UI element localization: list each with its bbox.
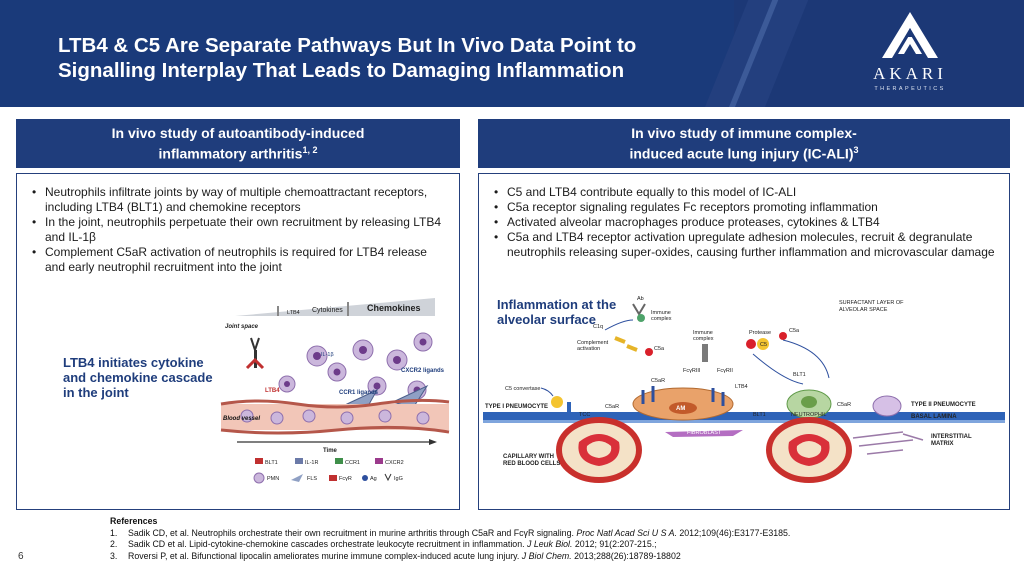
logo-wordmark: AKARI	[873, 64, 947, 83]
lung-caption: Inflammation at the alveolar surface	[497, 297, 617, 327]
stage-cytokines: Cytokines	[312, 307, 343, 314]
reference-journal: J Leuk Biol.	[526, 539, 573, 549]
c5a-label: C5a	[654, 346, 665, 352]
c5-convertase-label: C5 convertase	[505, 386, 541, 392]
reference-tail: 2013;288(26):18789-18802	[571, 550, 681, 561]
immune-complex-label: Immune	[651, 310, 671, 316]
right-heading-line2-wrap	[629, 142, 858, 163]
c5ar-right-label: C5aR	[837, 402, 852, 408]
svg-text:complex: complex	[651, 316, 672, 322]
basal-lamina-label: BASAL LAMINA	[911, 414, 957, 420]
am-label: AM	[676, 406, 686, 412]
capillary-left	[559, 420, 639, 480]
surfactant-label-line2: ALVEOLAR SPACE	[839, 307, 888, 313]
reference-tail: 2012; 91(2:207-215.;	[572, 539, 657, 549]
c5ar-left-label: C5aR	[605, 404, 620, 410]
right-bullet: • C5a and LTB4 receptor activation upregulate adhesion molecules, recruit & degranulate neutrophils releasing super-oxides, causing further inflammation and microvascular damage	[491, 230, 1001, 260]
right-heading-line1: In vivo study of immune complex-	[631, 124, 857, 141]
right-heading-line2: induced acute lung injury (IC-ALI)	[629, 145, 854, 162]
protease-label: Protease	[749, 330, 772, 336]
c5a-molecule	[645, 348, 653, 356]
ltb4-diagram-label: LTB4	[265, 388, 280, 394]
reference-journal: J Biol Chem.	[521, 550, 572, 561]
type1-pneumocyte-label: TYPE I PNEUMOCYTE	[485, 404, 549, 410]
immune-complex-center-label: Immune	[693, 330, 713, 336]
reference-item	[110, 551, 1010, 563]
reference-item	[110, 528, 1010, 540]
capillary-label-line1: CAPILLARY WITH	[503, 454, 554, 460]
left-heading-line2: inflammatory arthritis	[158, 145, 303, 162]
il1b-label: IL-1β	[321, 352, 334, 358]
left-bullet: • Complement C5aR activation of neutrophils is required for LTB4 release and early neutrophil recruitment into the joint	[29, 245, 449, 275]
capillary-right	[769, 420, 849, 480]
antigen-icon	[637, 314, 645, 322]
stage-ltb4: LTB4	[287, 310, 300, 316]
svg-text:activation: activation	[577, 346, 601, 352]
ccr1-ligands-label: CCR1 ligands	[339, 390, 379, 396]
blt1-top-label: BLT1	[793, 372, 806, 378]
fc-receptor-icon	[247, 338, 263, 368]
references-title: References	[110, 516, 158, 526]
ab-label: Ab	[637, 296, 644, 302]
slide-header	[0, 0, 1024, 107]
legend-il1r: IL-1R	[305, 460, 319, 466]
legend-fls: FLS	[307, 476, 318, 482]
reference-text: Sadik CD et al. Lipid-cytokine-chemokine cascades orchestrate leukocyte recruitment in inflammation.	[128, 539, 527, 549]
mountain-logo-icon	[882, 12, 938, 58]
type2-pneumocyte-label: TYPE II PNEUMOCYTE	[911, 402, 976, 408]
tcc-label: TCC	[579, 412, 591, 418]
reference-number: 3.	[110, 550, 118, 561]
reference-number: 2.	[110, 539, 118, 549]
left-heading-line2-wrap	[159, 142, 318, 163]
joint-space-label: Joint space	[225, 324, 259, 330]
slide-title-line1: LTB4 & C5 Are Separate Pathways But In Vivo Data Point to	[58, 34, 637, 57]
reference-item	[110, 539, 1010, 551]
arthritis-caption: LTB4 initiates cytokine and chemokine cascade in the joint	[63, 355, 213, 400]
left-bullet: • In the joint, neutrophils perpetuate their own recruitment by releasing LTB4 and IL-1β	[29, 215, 449, 245]
legend-ccr1: CCR1	[345, 460, 360, 466]
c5a-right-label: C5a	[789, 328, 800, 334]
blt1-label: BLT1	[753, 412, 766, 418]
interstitial-label-line1: INTERSTITIAL	[931, 434, 972, 440]
right-panel-heading	[478, 119, 1010, 168]
reference-text: Sadik CD, et al. Neutrophils orchestrate their own recruitment in murine arthritis through C5aR and FcγR signaling.	[128, 527, 577, 538]
reference-journal: Proc Natl Acad Sci U S A.	[576, 527, 677, 538]
right-content-box	[478, 173, 1010, 510]
diagram-legend	[254, 458, 404, 483]
references	[110, 516, 1010, 562]
c5ar-top-label: C5aR	[651, 378, 666, 384]
fcgrii-label: FcγRII	[717, 368, 733, 374]
fcgriii-label: FcγRIII	[683, 368, 701, 374]
right-bullet-list	[491, 185, 1001, 260]
neutrophil-label: NEUTROPHIL	[791, 412, 827, 418]
svg-text:complex: complex	[693, 336, 714, 342]
arthritis-cascade-diagram	[217, 294, 453, 506]
reference-tail: 2012;109(46):E3177-E3185.	[676, 527, 791, 538]
page-number: 6	[18, 551, 24, 562]
surfactant-label-line1: SURFACTANT LAYER OF	[839, 300, 904, 306]
right-bullet: • C5a receptor signaling regulates Fc receptors promoting inflammation	[491, 200, 1001, 215]
time-label: Time	[323, 448, 337, 454]
c1q-label: C1q	[593, 324, 604, 330]
left-heading-sup: 1, 2	[302, 144, 318, 155]
legend-blt1: BLT1	[265, 460, 278, 466]
slide-title	[58, 33, 738, 83]
interstitial-fibers	[853, 432, 923, 454]
stage-chemokines: Chemokines	[367, 303, 421, 313]
right-bullet: • Activated alveolar macrophages produce proteases, cytokines & LTB4	[491, 215, 1001, 230]
cxcr2-ligands-label: CXCR2 ligands	[401, 368, 445, 374]
legend-pmn: PMN	[267, 476, 280, 482]
capillary-label-line2: RED BLOOD CELLS	[503, 461, 561, 467]
left-heading-line1: In vivo study of autoantibody-induced	[111, 124, 365, 141]
interstitial-label-line2: MATRIX	[931, 441, 954, 447]
left-bullet-list	[29, 185, 449, 275]
c5-label: C5	[760, 342, 768, 348]
blood-vessel-label: Blood vessel	[223, 416, 261, 422]
right-heading-sup: 3	[853, 144, 859, 155]
slide-title-line2: Signalling Interplay That Leads to Damaging Inflammation	[58, 59, 625, 82]
fibroblast-label: FIBROBLAST	[687, 430, 722, 436]
left-bullet: • Neutrophils infiltrate joints by way of multiple chemoattractant receptors, including LTB4 (BLT1) and chemokine receptors	[29, 185, 449, 215]
akari-logo	[860, 12, 960, 94]
right-bullet: • C5 and LTB4 contribute equally to this model of IC-ALI	[491, 185, 1001, 200]
left-panel-heading	[16, 119, 460, 168]
complement-activation-label: Complement	[577, 340, 609, 346]
legend-fcgr: FcγR	[339, 476, 352, 482]
ltb4-lung-label: LTB4	[735, 384, 748, 390]
left-content-box	[16, 173, 460, 510]
complement-pieces	[615, 338, 637, 350]
reference-number: 1.	[110, 527, 118, 538]
legend-cxcr2: CXCR2	[385, 460, 404, 466]
logo-tagline: THERAPEUTICS	[874, 86, 946, 92]
reference-text: Roversi P, et al. Bifunctional lipocalin ameliorates murine immune complex-induced acute lung injury.	[128, 550, 522, 561]
legend-ag: Ag	[370, 476, 377, 482]
legend-igg: IgG	[394, 476, 403, 482]
